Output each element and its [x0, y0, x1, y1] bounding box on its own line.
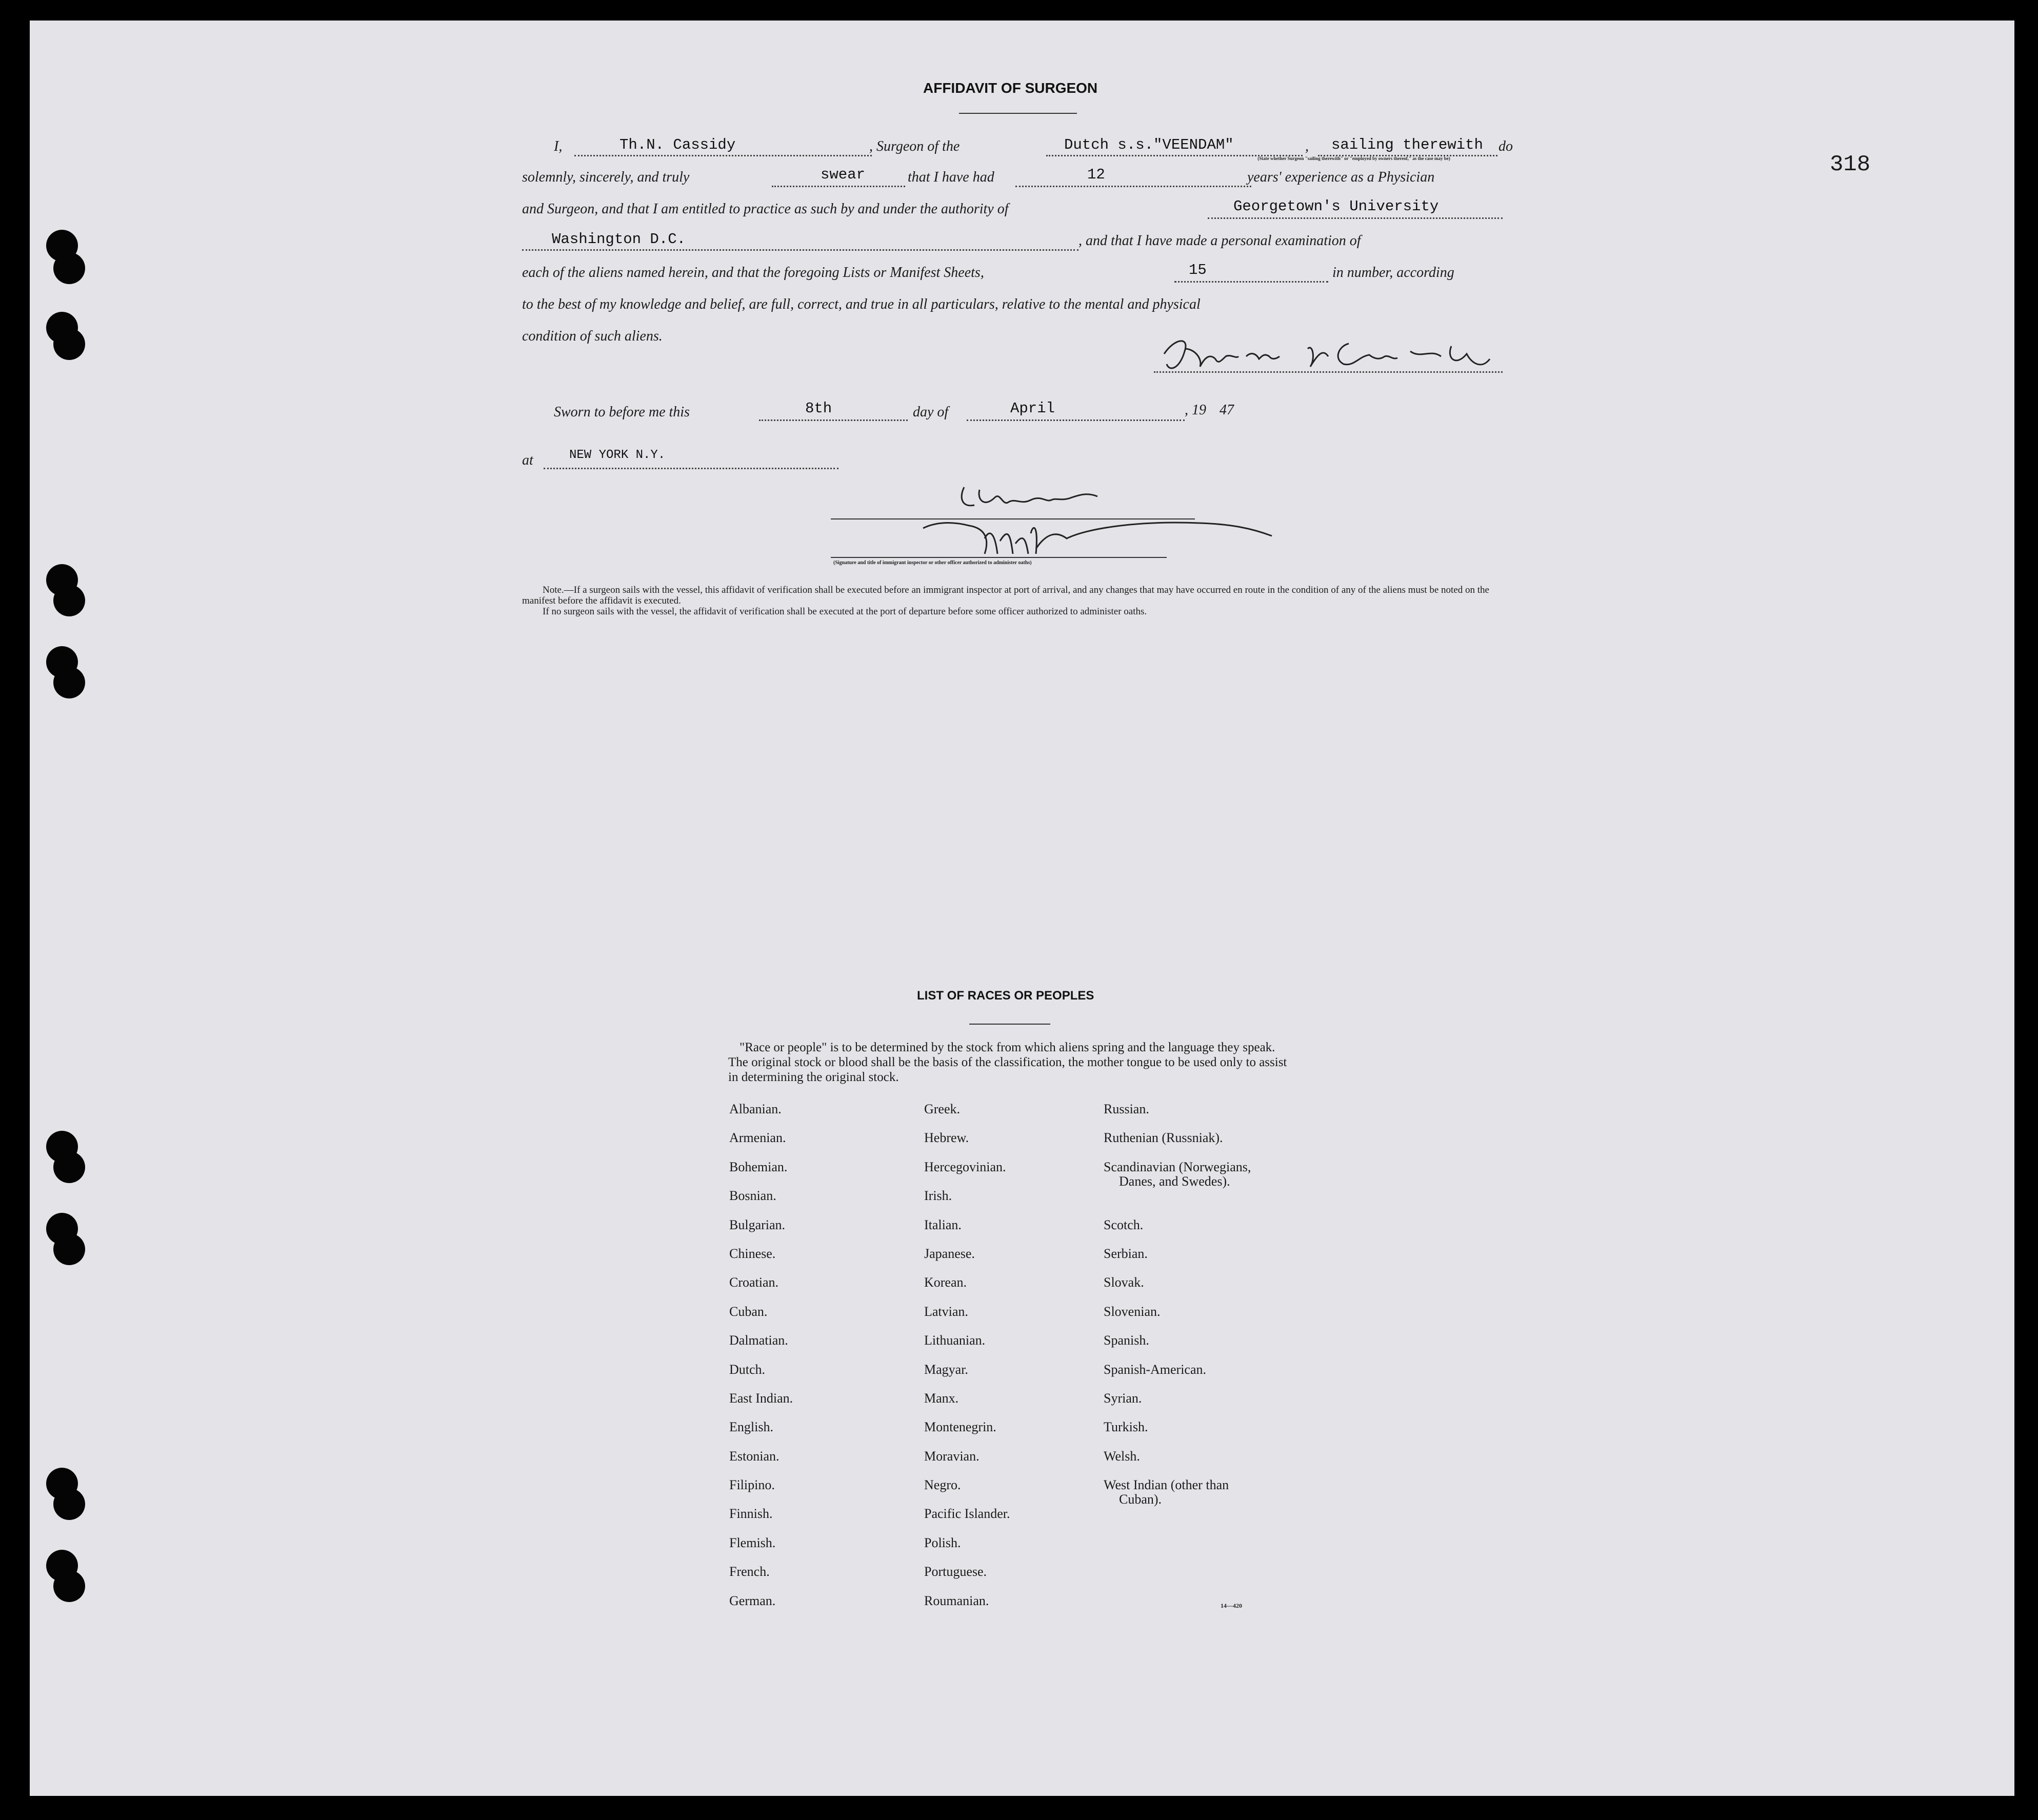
race-item: Magyar. [924, 1362, 968, 1377]
race-item: Serbian. [1104, 1246, 1148, 1261]
race-item: Japanese. [924, 1246, 975, 1261]
form-number: 14—420 [1221, 1602, 1242, 1609]
race-item: Scandinavian (Norwegians, [1104, 1159, 1251, 1174]
race-item: Finnish. [729, 1506, 773, 1522]
note-no-surgeon: If no surgeon sails with the vessel, the affidavit of verification shall be executed at the port of departure before some officer authorized to administer oaths. [543, 606, 1147, 617]
line5-suffix: in number, according [1332, 265, 1454, 281]
line1-do: do [1498, 138, 1513, 154]
race-item: Greek. [924, 1102, 961, 1116]
sworn-prefix: Sworn to before me this [554, 404, 690, 420]
line5-prefix: each of the aliens named herein, and that the foregoing Lists or Manifest Sheets, [522, 265, 984, 281]
oath-type: swear [821, 166, 866, 183]
races-column-1 [729, 1102, 793, 1622]
race-item: East Indian. [729, 1390, 793, 1406]
manifest-sheet-count: 15 [1189, 262, 1207, 278]
binder-hole [53, 252, 85, 284]
race-item: Moravian. [924, 1448, 980, 1464]
dotted-line [967, 419, 1185, 421]
race-item: Montenegrin. [924, 1419, 996, 1435]
race-item: Armenian. [729, 1130, 786, 1146]
races-intro: "Race or people" is to be determined by the stock from which aliens spring and the language they speak. The original stock or blood shall be the basis of the classification, the mother tongue to be used only to assist in determining the original stock. [728, 1041, 1287, 1084]
sworn-month: April [1010, 400, 1055, 417]
line1-i: I, [554, 138, 563, 154]
race-item: Bohemian. [729, 1159, 788, 1174]
binder-hole [53, 1488, 85, 1520]
sailing-status: sailing therewith [1331, 136, 1483, 153]
race-item: Cuban). [1119, 1492, 1162, 1507]
binder-hole [53, 1151, 85, 1183]
race-item: Dutch. [729, 1362, 766, 1377]
race-item: Lithuanian. [924, 1333, 986, 1348]
surgeon-name: Th.N. Cassidy [620, 136, 736, 153]
line3-prefix: and Surgeon, and that I am entitled to practice as such by and under the authority of [522, 201, 1009, 217]
sworn-year-prefix: , 19 [1185, 402, 1206, 418]
race-item: Cuban. [729, 1304, 768, 1319]
line6: to the best of my knowledge and belief, are full, correct, and true in all particulars, relative to the mental and physical [522, 296, 1201, 312]
line7: condition of such aliens. [522, 328, 663, 344]
race-item: Polish. [924, 1535, 961, 1550]
race-item: Danes, and Swedes). [1119, 1173, 1230, 1189]
binder-hole [53, 585, 85, 616]
race-item: Spanish. [1104, 1333, 1149, 1348]
sworn-year: 47 [1220, 402, 1234, 418]
race-item: Russian. [1104, 1102, 1149, 1116]
officer-signature-line [831, 557, 1167, 558]
race-item: English. [729, 1419, 773, 1435]
vessel-name: Dutch s.s."VEENDAM" [1064, 136, 1234, 153]
authority-place: Washington D.C. [552, 231, 686, 248]
race-item: Hebrew. [924, 1130, 969, 1146]
licensing-authority: Georgetown's University [1233, 198, 1439, 215]
dotted-line [759, 419, 908, 421]
race-item: Manx. [924, 1390, 959, 1406]
race-item: West Indian (other than [1104, 1477, 1229, 1493]
note-surgeon-sails: Note.—If a surgeon sails with the vessel, this affidavit of verification shall be executed before an immigrant inspector at port of arrival, and any changes that may have occurred en route in the condition of any of the aliens must be noted on the manifest before the affidavit is executed. [522, 585, 1489, 606]
race-item: Ruthenian (Russniak). [1104, 1130, 1223, 1146]
race-item: Croatian. [729, 1275, 779, 1290]
race-item: Roumanian. [924, 1593, 989, 1608]
race-item: Latvian. [924, 1304, 968, 1319]
sworn-day-of: day of [913, 404, 949, 420]
race-item: Welsh. [1104, 1448, 1140, 1464]
race-item: Spanish-American. [1104, 1362, 1207, 1377]
race-item: Negro. [924, 1477, 961, 1493]
comma: , [1305, 138, 1309, 154]
binder-hole [53, 667, 85, 698]
race-item: Filipino. [729, 1477, 775, 1493]
years-experience: 12 [1087, 166, 1105, 183]
race-item: Bulgarian. [729, 1217, 786, 1232]
races-title-rule [969, 1024, 1050, 1025]
race-item: Scotch. [1104, 1217, 1144, 1232]
page-number: 318 [1830, 152, 1871, 177]
races-title: LIST OF RACES OR PEOPLES [917, 989, 1094, 1003]
race-item: Estonian. [729, 1448, 780, 1464]
sworn-day: 8th [805, 400, 832, 417]
race-item: Pacific Islander. [924, 1506, 1010, 1522]
race-item: French. [729, 1564, 770, 1579]
race-item: Slovak. [1104, 1275, 1144, 1290]
at-prefix: at [522, 452, 533, 468]
race-item: Syrian. [1104, 1390, 1142, 1406]
race-item: Bosnian. [729, 1188, 776, 1204]
race-item: Dalmatian. [729, 1333, 788, 1348]
document-page [30, 21, 2014, 1796]
line2-suffix: years' experience as a Physician [1247, 169, 1435, 185]
race-item: Albanian. [729, 1102, 782, 1116]
binder-hole [53, 1233, 85, 1265]
line2-prefix: solemnly, sincerely, and truly [522, 169, 690, 185]
dotted-line [522, 249, 1078, 251]
races-column-2 [924, 1102, 1010, 1622]
sailing-note: (State whether Surgeon "sailing therewith" or "employed by owners thereof," as the case may be) [1257, 156, 1450, 161]
surgeon-signature [1154, 328, 1503, 379]
line2-middle: that I have had [908, 169, 994, 185]
race-item: Hercegovinian. [924, 1159, 1006, 1174]
title-rule [959, 113, 1077, 114]
race-item: Flemish. [729, 1535, 776, 1550]
binder-hole [53, 328, 85, 360]
race-item: Italian. [924, 1217, 962, 1232]
race-item: Korean. [924, 1275, 967, 1290]
race-item: Turkish. [1104, 1419, 1148, 1435]
race-item: Chinese. [729, 1246, 776, 1261]
affidavit-title: AFFIDAVIT OF SURGEON [923, 80, 1098, 96]
dotted-line [772, 186, 905, 187]
binder-hole [53, 1570, 85, 1602]
dotted-line [544, 468, 838, 469]
officer-signature-line [831, 518, 1195, 519]
dotted-line [1208, 217, 1503, 219]
races-column-3 [1104, 1102, 1251, 1506]
dotted-line [574, 155, 872, 156]
line1-surgeon-of: , Surgeon of the [869, 138, 960, 154]
race-item: Slovenian. [1104, 1304, 1161, 1319]
race-item: Irish. [924, 1188, 952, 1204]
race-item: German. [729, 1593, 776, 1608]
race-item: Portuguese. [924, 1564, 987, 1579]
officer-caption: (Signature and title of immigrant inspector or other officer authorized to administer oaths) [833, 560, 1032, 566]
dotted-line [1174, 281, 1328, 283]
sworn-place: NEW YORK N.Y. [569, 448, 666, 462]
dotted-line [1015, 186, 1251, 187]
line4-suffix: , and that I have made a personal examination of [1078, 233, 1361, 249]
officer-signature [831, 477, 1292, 569]
